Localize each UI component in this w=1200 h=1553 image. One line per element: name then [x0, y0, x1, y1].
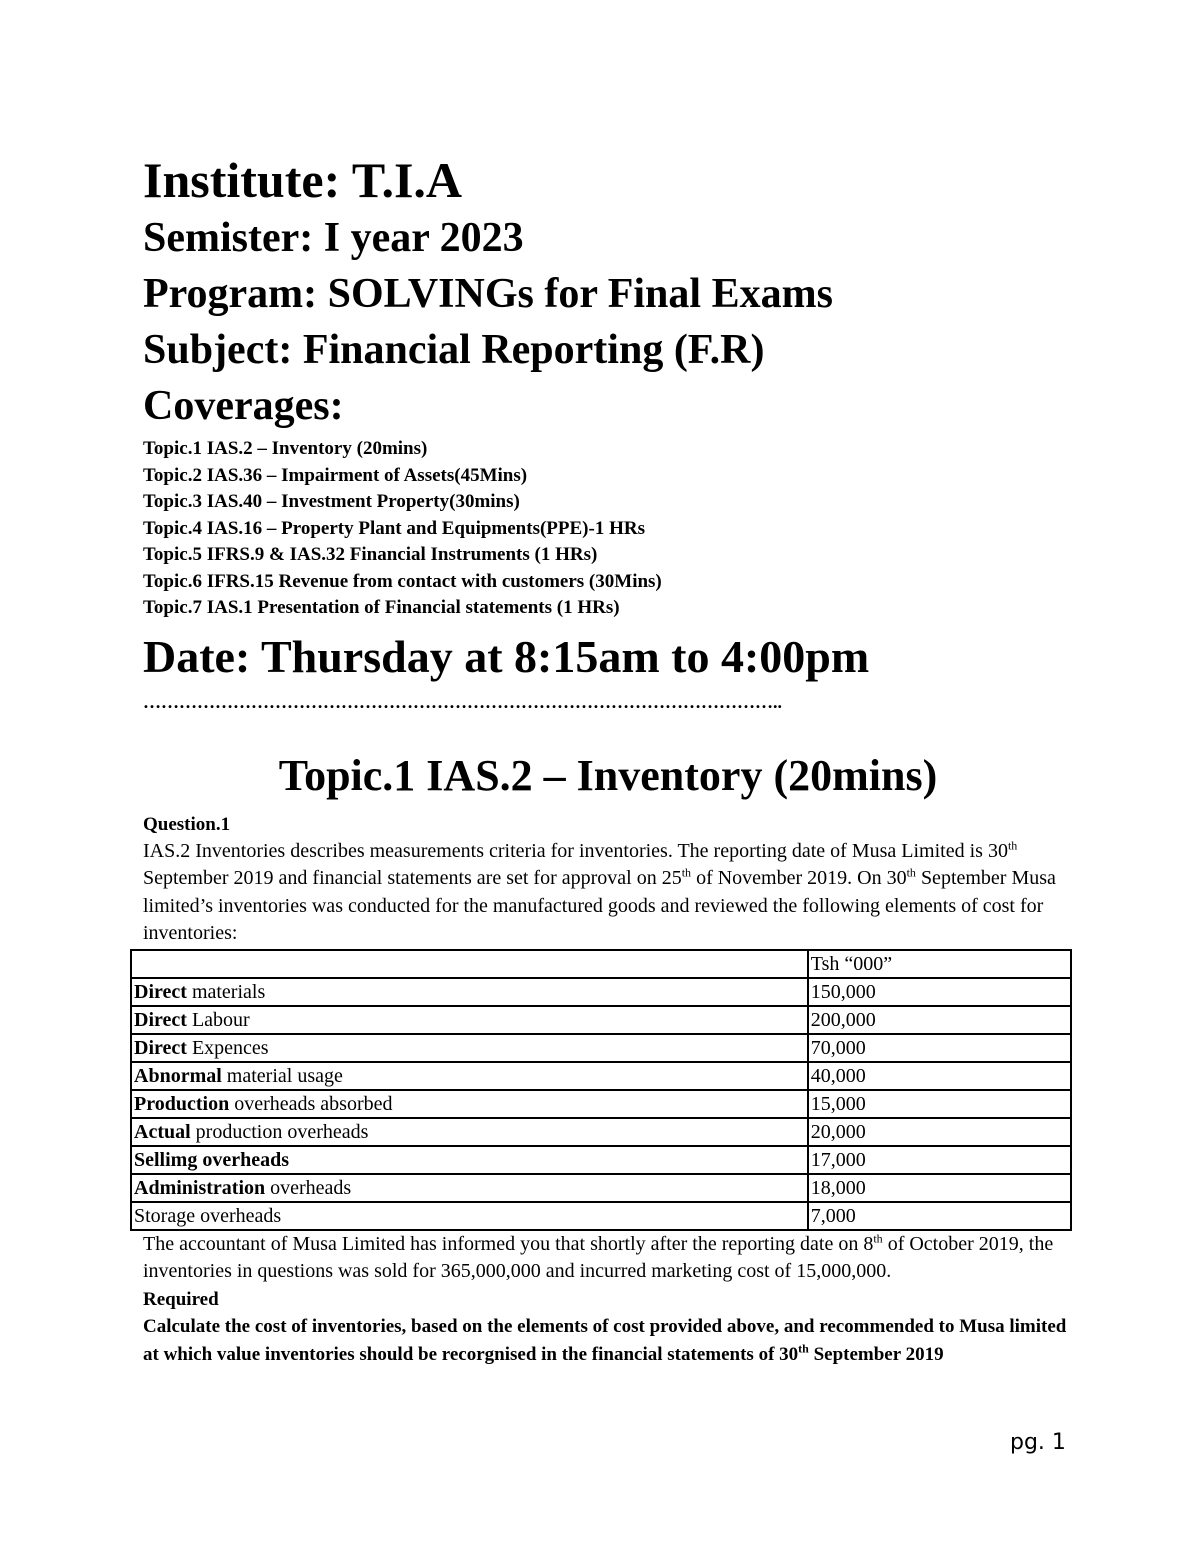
required-text: September 2019 — [808, 1343, 944, 1365]
topic-item: Topic.6 IFRS.15 Revenue from contact with customers (30Mins) — [143, 570, 662, 592]
table-header-row — [131, 950, 1071, 978]
cost-elements-table — [130, 949, 1072, 1231]
label-rest: production overheads — [190, 1120, 369, 1143]
table-cell-value: 150,000 — [808, 978, 1071, 1006]
label-bold: Production — [134, 1092, 230, 1115]
topic-list — [143, 436, 1073, 622]
table-row — [131, 1090, 1071, 1118]
table-cell-value: 7,000 — [808, 1202, 1071, 1230]
intro-text: of November 2019. On 30 — [691, 867, 907, 889]
topic-item: Topic.1 IAS.2 – Inventory (20mins) — [143, 438, 428, 459]
table-row — [131, 1174, 1071, 1202]
institute-heading: Institute: T.I.A — [143, 152, 463, 208]
topic-item: Topic.4 IAS.16 – Property Plant and Equipments(PPE)-1 HRs — [143, 517, 645, 539]
table-row — [131, 1034, 1071, 1062]
post-table-paragraph — [143, 1231, 1073, 1286]
table-row — [131, 978, 1071, 1006]
label-bold: Actual — [134, 1120, 191, 1143]
superscript: th — [798, 1341, 809, 1356]
label-rest: material usage — [221, 1064, 343, 1087]
table-cell-label — [131, 1006, 808, 1034]
superscript: th — [873, 1230, 883, 1245]
table-cell-label — [131, 1174, 808, 1202]
table-row — [131, 1062, 1071, 1090]
table-cell-label — [131, 1146, 808, 1174]
table-row — [131, 1118, 1071, 1146]
topic-item: Topic.5 IFRS.9 & IAS.32 Financial Instruments (1 HRs) — [143, 544, 598, 565]
table-cell-label — [131, 1090, 808, 1118]
page-number: pg. 1 — [1010, 1430, 1066, 1455]
topic-item: Topic.3 IAS.40 – Investment Property(30mins) — [143, 491, 520, 512]
exam-date: Date: Thursday at 8:15am to 4:00pm — [143, 630, 870, 682]
superscript: th — [906, 865, 916, 880]
label-rest: materials — [186, 980, 266, 1003]
table-cell-value: 70,000 — [808, 1034, 1071, 1062]
intro-text: September 2019 and financial statements are set for approval on 25 — [143, 867, 682, 889]
table-cell-label — [131, 978, 808, 1006]
label-rest: overheads — [265, 1176, 352, 1199]
table-row — [131, 1006, 1071, 1034]
page-content — [134, 150, 1073, 1369]
table-row — [131, 1146, 1071, 1174]
table-cell-value: 18,000 — [808, 1174, 1071, 1202]
label-bold: Administration — [134, 1176, 266, 1199]
label-bold: Abnormal — [134, 1064, 222, 1087]
dotted-separator: …………………………………………………………………………………………….. — [143, 691, 782, 712]
coverages-heading: Coverages: — [143, 383, 344, 429]
label-bold: Direct — [134, 1008, 187, 1031]
superscript: th — [681, 865, 692, 880]
table-cell-value: 200,000 — [808, 1006, 1071, 1034]
paragraph-text: of October 2019, the inventories in questions was sold for 365,000,000 and incurred marketing cost of 15,000,000. — [143, 1232, 1054, 1282]
subject-heading: Subject: Financial Reporting (F.R) — [143, 327, 765, 373]
table-cell-label — [131, 1118, 808, 1146]
table-header-cell: Tsh “000” — [808, 950, 1071, 978]
superscript: th — [1007, 837, 1018, 852]
paragraph-text: The accountant of Musa Limited has informed you that shortly after the reporting date on 8 — [143, 1232, 874, 1255]
required-label: Required — [143, 1288, 219, 1310]
semester-heading: Semister: I year 2023 — [143, 215, 524, 261]
required-text: Calculate the cost of inventories, based on the elements of cost provided above, and recommended to Musa limited at which value inventories should be recorgnised in the financial statements of 30 — [143, 1315, 1067, 1365]
label-rest: Storage overheads — [134, 1204, 282, 1227]
table-cell-label — [131, 1202, 808, 1230]
intro-text: September Musa limited’s inventories was conducted for the manufactured goods and reviewed the following elements of cost for inventories: — [143, 867, 1056, 944]
table-header-cell — [131, 950, 808, 978]
label-bold: Direct — [134, 1036, 187, 1059]
question-intro — [143, 838, 1073, 948]
label-rest: Expences — [186, 1036, 269, 1059]
section-title: Topic.1 IAS.2 – Inventory (20mins) — [278, 750, 938, 800]
label-bold: Direct — [134, 980, 187, 1003]
label-bold: Sellimg overheads — [134, 1148, 289, 1171]
table-cell-value: 17,000 — [808, 1146, 1071, 1174]
table-cell-label — [131, 1062, 808, 1090]
topic-item: Topic.2 IAS.36 – Impairment of Assets(45Mins) — [143, 464, 528, 486]
table-cell-value: 15,000 — [808, 1090, 1071, 1118]
label-rest: Labour — [186, 1008, 250, 1031]
program-heading: Program: SOLVINGs for Final Exams — [143, 271, 833, 317]
label-rest: overheads absorbed — [229, 1092, 393, 1115]
table-row — [131, 1202, 1071, 1230]
table-cell-value: 40,000 — [808, 1062, 1071, 1090]
table-cell-label — [131, 1034, 808, 1062]
intro-text: IAS.2 Inventories describes measurements criteria for inventories. The reporting date of Musa Limited is 30 — [143, 839, 1008, 862]
table-cell-value: 20,000 — [808, 1118, 1071, 1146]
required-instructions — [143, 1313, 1073, 1369]
question-label: Question.1 — [143, 813, 231, 835]
topic-item: Topic.7 IAS.1 Presentation of Financial statements (1 HRs) — [143, 597, 620, 618]
